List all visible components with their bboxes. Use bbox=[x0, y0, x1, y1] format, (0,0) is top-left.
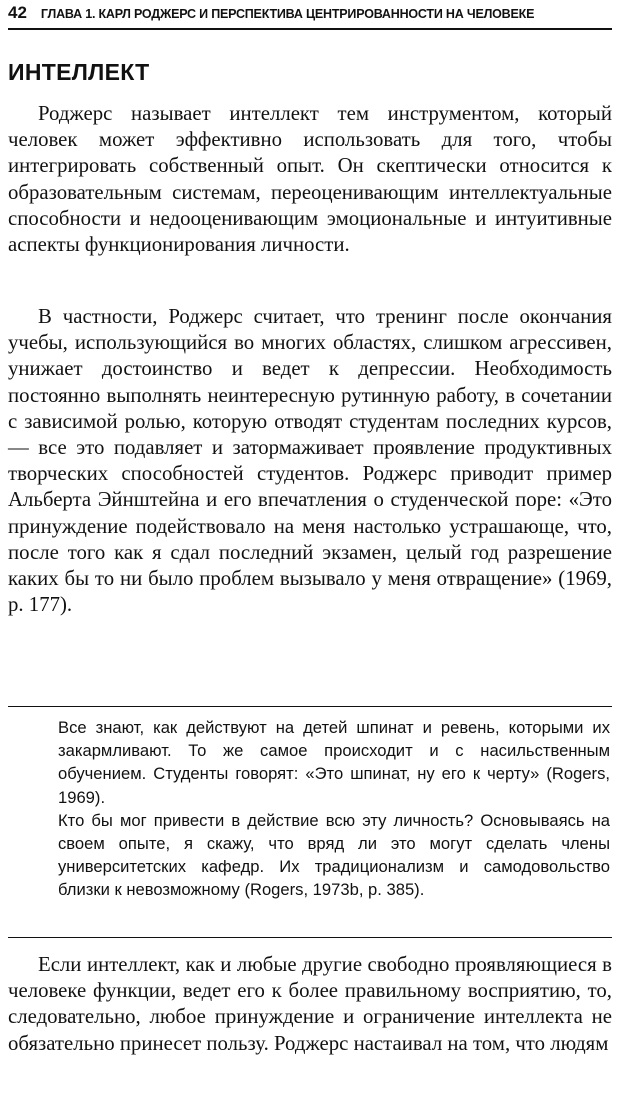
quote-paragraph: Кто бы мог привести в действие всю эту личность? Основываясь на своем опыте, я скажу, что вряд ли это могут сделать члены университетских кафедр. Их традиционализм и самодовольство близки к невозможному (Rogers, 1973b, p. 385). bbox=[58, 810, 610, 900]
body-paragraph: В частности, Роджерс считает, что тренинг после окончания учебы, использующийся во многих областях, слишком агрессивен, унижает достоинство и ведет к депрессии. Необходимость постоянно выполнять неинтересную рутинную работу, в сочетании с зависимой ролью, которую отводят студентам последних курсов, — все это подавляет и затормаживает проявление продуктивных творческих способностей студентов. Роджерс приводит пример Альберта Эйнштейна и его впечатления о студенческой поре: «Это принуждение подействовало на меня настолько устрашающе, что, после того как я сдал последний экзамен, целый год разрешение каких бы то ни было проблем вызывало у меня отвращение» (1969, p. 177). bbox=[8, 305, 612, 617]
page-number: 42 bbox=[8, 3, 27, 22]
quote-paragraph: Все знают, как действуют на детей шпинат и ревень, которыми их закармливают. То же самое происходит и с насильственным обучением. Студенты говорят: «Это шпинат, ну его к черту» (Rogers, 1969). bbox=[58, 718, 610, 807]
running-head bbox=[8, 2, 612, 30]
running-title: ГЛАВА 1. КАРЛ РОДЖЕРС И ПЕРСПЕКТИВА ЦЕНТРИРОВАННОСТИ НА ЧЕЛОВЕКЕ bbox=[40, 7, 535, 21]
quote-box bbox=[58, 716, 610, 902]
body-paragraph: Роджерс называет интеллект тем инструментом, который человек может эффективно использовать для того, чтобы интегрировать собственный опыт. Он скептически относится к образовательным системам, переоценивающим интеллектуальные способности и недооценивающим эмоциональные и интуитивные аспекты функционирования личности. bbox=[8, 102, 612, 257]
section-heading: ИНТЕЛЛЕКТ bbox=[8, 59, 150, 85]
quote-top-rule bbox=[8, 706, 612, 707]
quote-bottom-rule bbox=[8, 937, 612, 938]
body-paragraph: Если интеллект, как и любые другие свободно проявляющиеся в человеке функции, ведет его к более правильному восприятию, то, следовательно, любое принуждение и ограничение интеллекта не обязательно принесет пользу. Роджерс настаивал на том, что людям bbox=[8, 953, 612, 1055]
